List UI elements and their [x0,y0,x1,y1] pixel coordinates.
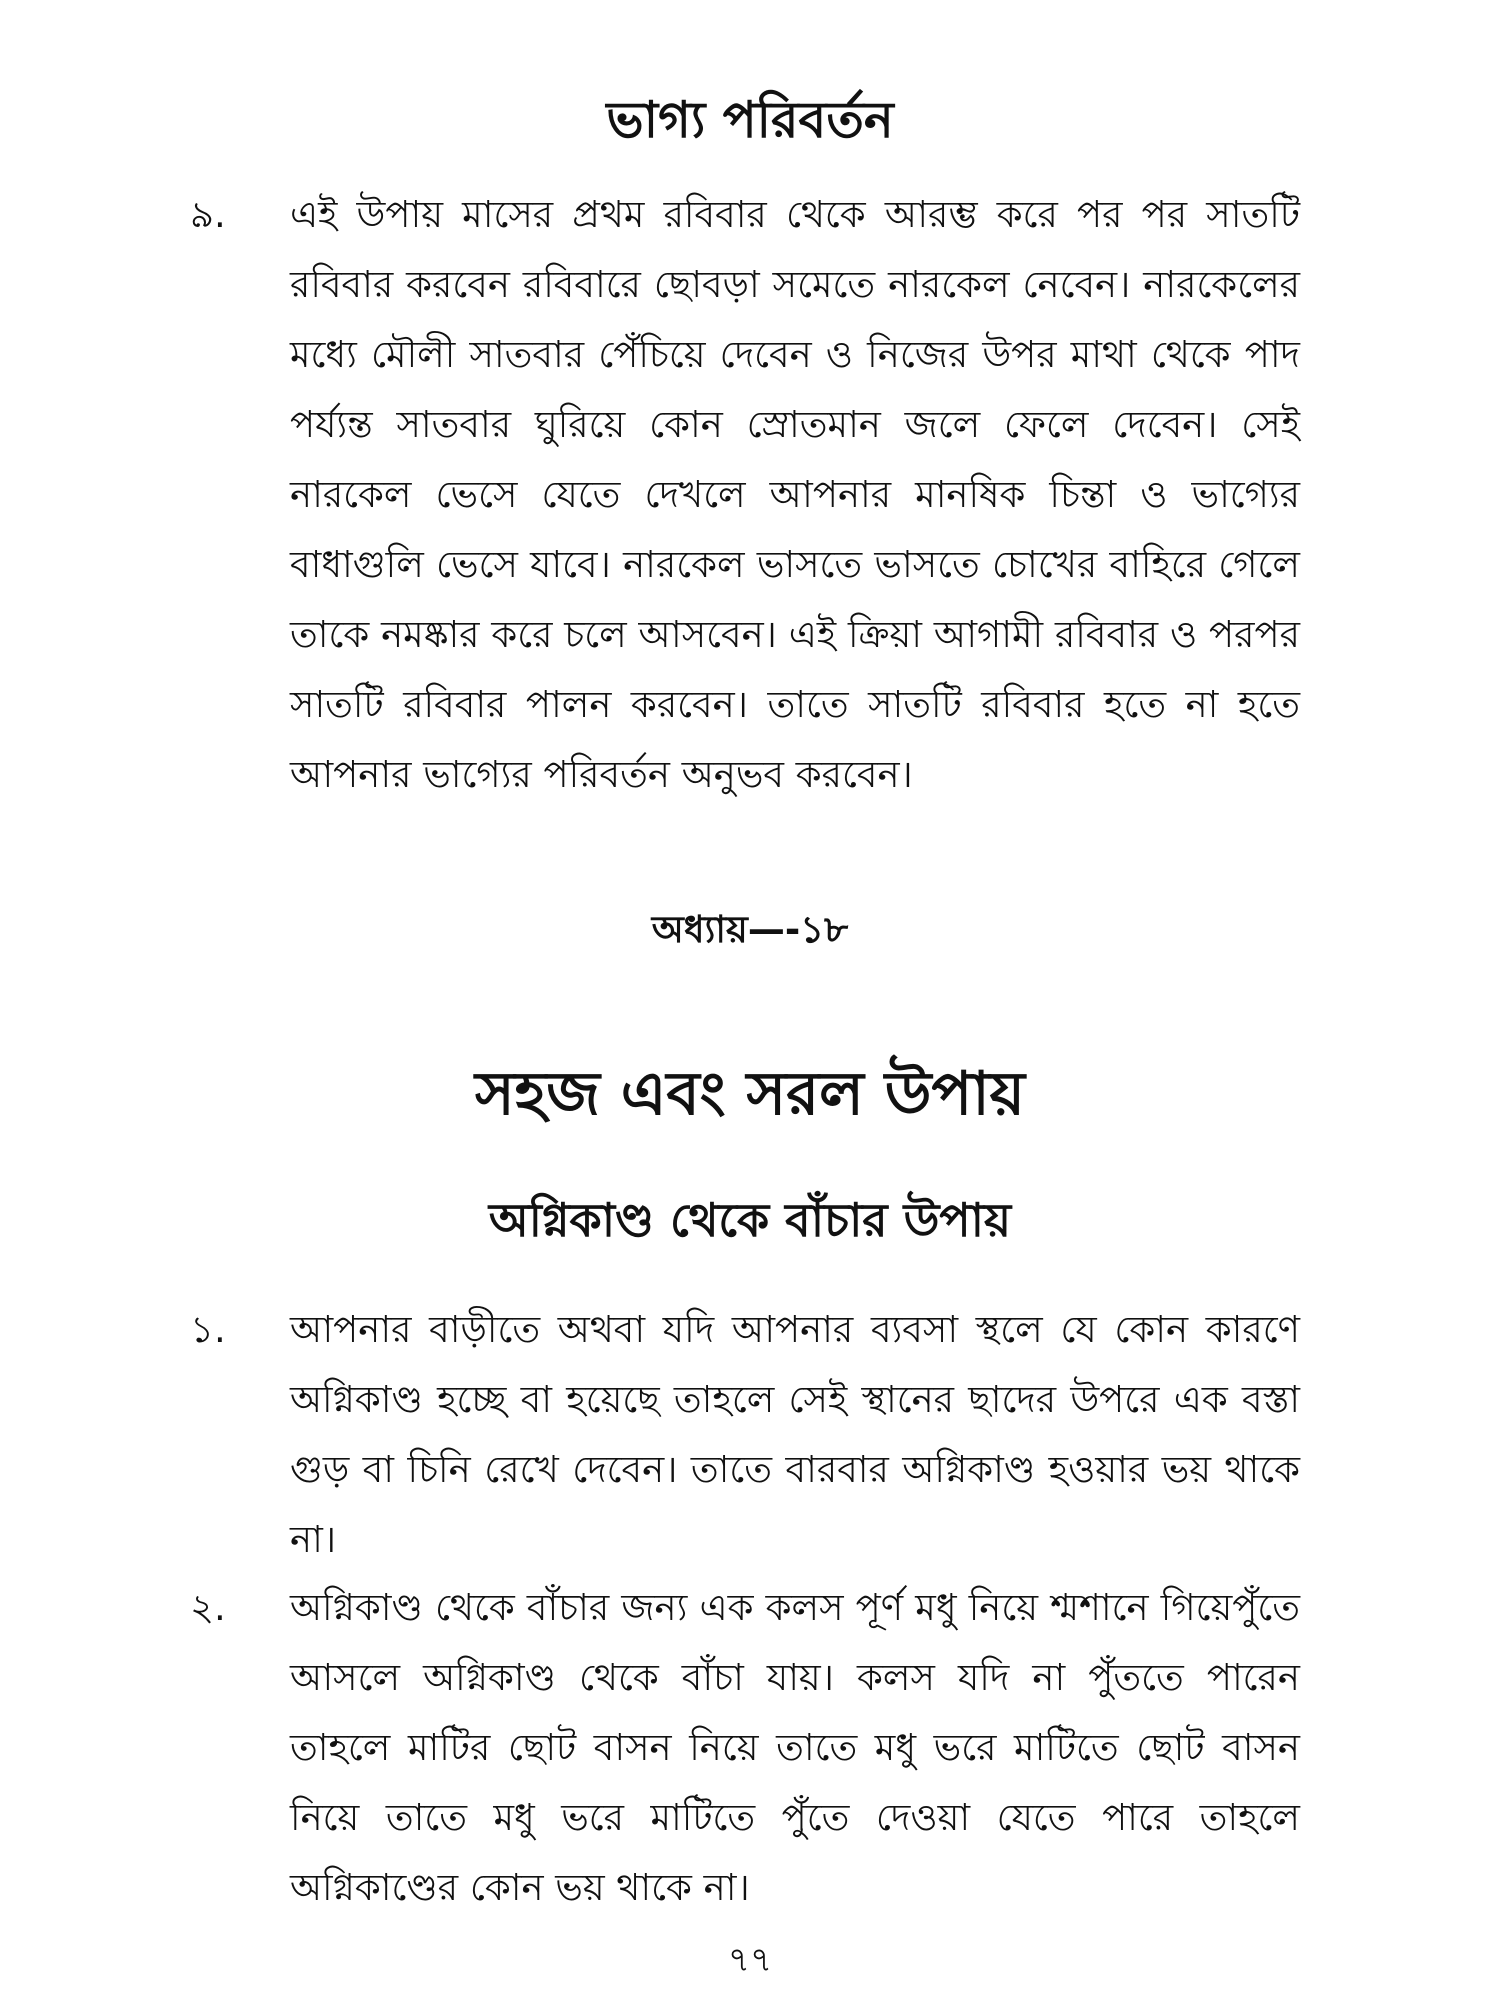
paragraph-number: ১. [190,1308,226,1351]
paragraph-number: ২. [190,1586,226,1629]
page-number: ৭৭ [727,1940,773,1980]
running-head: ভাগ্য পরিবর্তন [606,91,894,149]
paragraph-text: এই উপায় মাসের প্রথম রবিবার থেকে আরম্ভ করে পর পর সাতটি রবিবার করবেন রবিবারে ছোবড়া সমেতে নারকেল নেবেন। নারকেলের মধ্যে মৌলী সাতবার পেঁচিয়ে দেবেন ও নিজের উপর মাথা থেকে পাদ পর্য্যন্ত সাতবার ঘুরিয়ে কোন স্রোতমান জলে ফেলে দেবেন। সেই নারকেল ভেসে যেতে দেখলে আপনার মানষিক চিন্তা ও ভাগ্যের বাধাগুলি ভেসে যাবে। নারকেল ভাসতে ভাসতে চোখের বাহিরে গেলে তাকে নমষ্কার করে চলে আসবেন। এই ক্রিয়া আগামী রবিবার ও পরপর সাতটি রবিবার পালন করবেন। তাতে সাতটি রবিবার হতে না হতে আপনার ভাগ্যের পরিবর্তন অনুভব করবেন। [290,193,1300,796]
numbered-paragraph-9 [190,180,1300,830]
chapter-label: অধ্যায়—-১৮ [651,908,849,951]
section-title: অগ্নিকাণ্ড থেকে বাঁচার উপায় [488,1193,1012,1247]
paragraph-number: ৯. [190,193,226,236]
numbered-paragraph-2 [190,1573,1300,1923]
paragraph-text: আপনার বাড়ীতে অথবা যদি আপনার ব্যবসা স্থলে যে কোন কারণে অগ্নিকাণ্ড হচ্ছে বা হয়েছে তাহলে সেই স্থানের ছাদের উপরে এক বস্তা গুড় বা চিনি রেখে দেবেন। তাতে বারবার অগ্নিকাণ্ড হওয়ার ভয় থাকে না। [290,1308,1300,1561]
chapter-title: সহজ এবং সরল উপায় [475,1059,1025,1129]
paragraph-text: অগ্নিকাণ্ড থেকে বাঁচার জন্য এক কলস পূর্ণ মধু নিয়ে শ্মশানে গিয়েপুঁতে আসলে অগ্নিকাণ্ড থেকে বাঁচা যায়। কলস যদি না পুঁততে পারেন তাহলে মাটির ছোট বাসন নিয়ে তাতে মধু ভরে মাটিতে ছোট বাসন নিয়ে তাতে মধু ভরে মাটিতে পুঁতে দেওয়া যেতে পারে তাহলে অগ্নিকাণ্ডের কোন ভয় থাকে না। [290,1586,1300,1909]
numbered-paragraph-1 [190,1295,1300,1575]
